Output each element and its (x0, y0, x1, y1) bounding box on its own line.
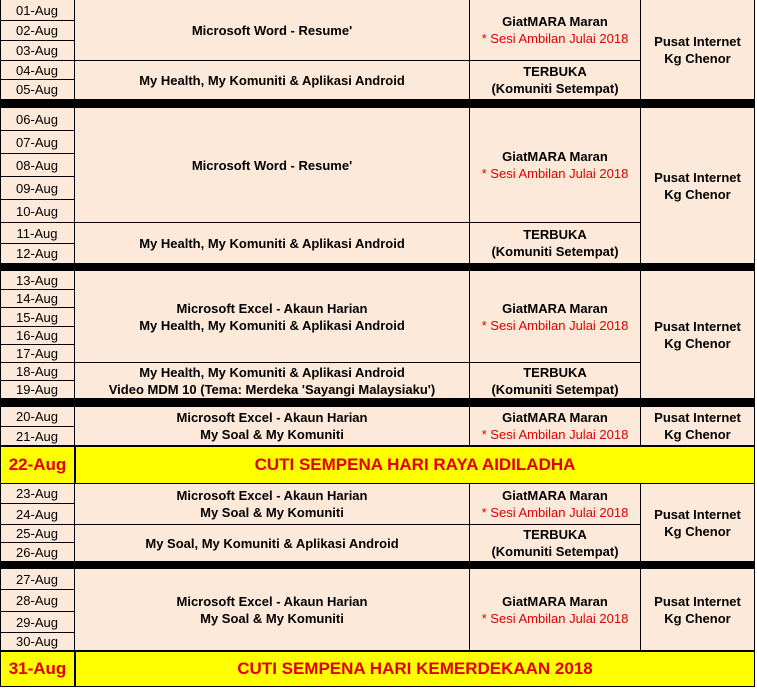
date-cell: 18-Aug (0, 363, 75, 381)
organizer-name: TERBUKA (523, 364, 587, 380)
date-cell: 06-Aug (0, 108, 75, 131)
organizer-cell (470, 271, 641, 363)
organizer-cell (470, 484, 641, 525)
holiday-date: 31-Aug (0, 651, 75, 687)
location-cell: Pusat Internet Kg Chenor (641, 271, 755, 399)
date-cell: 26-Aug (0, 543, 75, 562)
date-cell: 23-Aug (0, 484, 75, 504)
block-separator (0, 264, 755, 271)
organizer-cell (470, 525, 641, 562)
organizer-cell (470, 0, 641, 61)
date-cell: 04-Aug (0, 61, 75, 80)
activity-cell: Microsoft Word - Resume' (75, 108, 470, 223)
holiday-date: 22-Aug (0, 446, 75, 484)
date-cell: 08-Aug (0, 154, 75, 177)
date-cell: 30-Aug (0, 633, 75, 651)
date-cell: 02-Aug (0, 21, 75, 41)
date-cell: 09-Aug (0, 177, 75, 200)
date-cell: 25-Aug (0, 525, 75, 543)
location-cell: Pusat Internet Kg Chenor (641, 484, 755, 562)
date-cell: 19-Aug (0, 381, 75, 399)
organizer-name: GiatMARA Maran (502, 300, 608, 316)
activity-cell: Microsoft Excel - Akaun Harian My Soal & My Komuniti (75, 407, 470, 446)
date-cell: 17-Aug (0, 345, 75, 363)
date-cell: 29-Aug (0, 612, 75, 633)
activity-cell: Microsoft Word - Resume' (75, 0, 470, 61)
organizer-cell (470, 108, 641, 223)
location-cell: Pusat Internet Kg Chenor (641, 0, 755, 100)
date-cell: 05-Aug (0, 80, 75, 100)
organizer-note: (Komuniti Setempat) (491, 244, 619, 259)
location-cell: Pusat Internet Kg Chenor (641, 108, 755, 264)
date-cell: 14-Aug (0, 290, 75, 308)
intake-note: * Sesi Ambilan Julai 2018 (481, 505, 629, 520)
organizer-name: GiatMARA Maran (502, 488, 608, 503)
location-cell: Pusat Internet Kg Chenor (641, 407, 755, 446)
organizer-name: TERBUKA (523, 527, 587, 542)
activity-cell: My Health, My Komuniti & Aplikasi Android (75, 61, 470, 100)
intake-note: * Sesi Ambilan Julai 2018 (481, 427, 629, 442)
intake-note: * Sesi Ambilan Julai 2018 (481, 31, 629, 46)
date-cell: 13-Aug (0, 271, 75, 290)
activity-cell: My Health, My Komuniti & Aplikasi Android (75, 223, 470, 264)
holiday-label: CUTI SEMPENA HARI KEMERDEKAAN 2018 (75, 651, 755, 687)
activity-cell: My Soal, My Komuniti & Aplikasi Android (75, 525, 470, 562)
date-cell: 15-Aug (0, 308, 75, 327)
organizer-note: (Komuniti Setempat) (491, 81, 619, 96)
date-cell: 10-Aug (0, 200, 75, 223)
table-left-border (0, 0, 1, 651)
organizer-name: GiatMARA Maran (502, 149, 608, 164)
date-cell: 01-Aug (0, 0, 75, 21)
organizer-name: TERBUKA (523, 227, 587, 242)
organizer-cell (470, 407, 641, 446)
activity-cell: Microsoft Excel - Akaun Harian My Health, My Komuniti & Aplikasi Android (75, 271, 470, 363)
organizer-cell (470, 363, 641, 399)
date-cell: 12-Aug (0, 244, 75, 264)
date-cell: 21-Aug (0, 427, 75, 446)
intake-note: * Sesi Ambilan Julai 2018 (481, 317, 629, 333)
activity-cell: Microsoft Excel - Akaun Harian My Soal & My Komuniti (75, 569, 470, 651)
date-cell: 07-Aug (0, 131, 75, 154)
date-cell: 03-Aug (0, 41, 75, 61)
date-cell: 24-Aug (0, 504, 75, 525)
date-cell: 28-Aug (0, 590, 75, 612)
intake-note: * Sesi Ambilan Julai 2018 (481, 610, 629, 626)
block-separator (0, 399, 755, 407)
holiday-label: CUTI SEMPENA HARI RAYA AIDILADHA (75, 446, 755, 484)
organizer-name: GiatMARA Maran (502, 410, 608, 425)
intake-note: * Sesi Ambilan Julai 2018 (481, 166, 629, 181)
block-separator (0, 100, 755, 108)
organizer-note: (Komuniti Setempat) (491, 544, 619, 559)
date-cell: 16-Aug (0, 327, 75, 345)
organizer-cell (470, 569, 641, 651)
activity-cell: My Health, My Komuniti & Aplikasi Android Video MDM 10 (Tema: Merdeka 'Sayangi Malaysiaku') (75, 363, 470, 399)
location-cell: Pusat Internet Kg Chenor (641, 569, 755, 651)
organizer-note: (Komuniti Setempat) (491, 381, 619, 397)
organizer-name: TERBUKA (523, 64, 587, 79)
date-cell: 11-Aug (0, 223, 75, 244)
organizer-name: GiatMARA Maran (502, 14, 608, 29)
date-cell: 20-Aug (0, 407, 75, 427)
date-cell: 27-Aug (0, 569, 75, 590)
block-separator (0, 562, 755, 569)
organizer-name: GiatMARA Maran (502, 593, 608, 609)
organizer-cell (470, 61, 641, 100)
organizer-cell (470, 223, 641, 264)
activity-cell: Microsoft Excel - Akaun Harian My Soal & My Komuniti (75, 484, 470, 525)
